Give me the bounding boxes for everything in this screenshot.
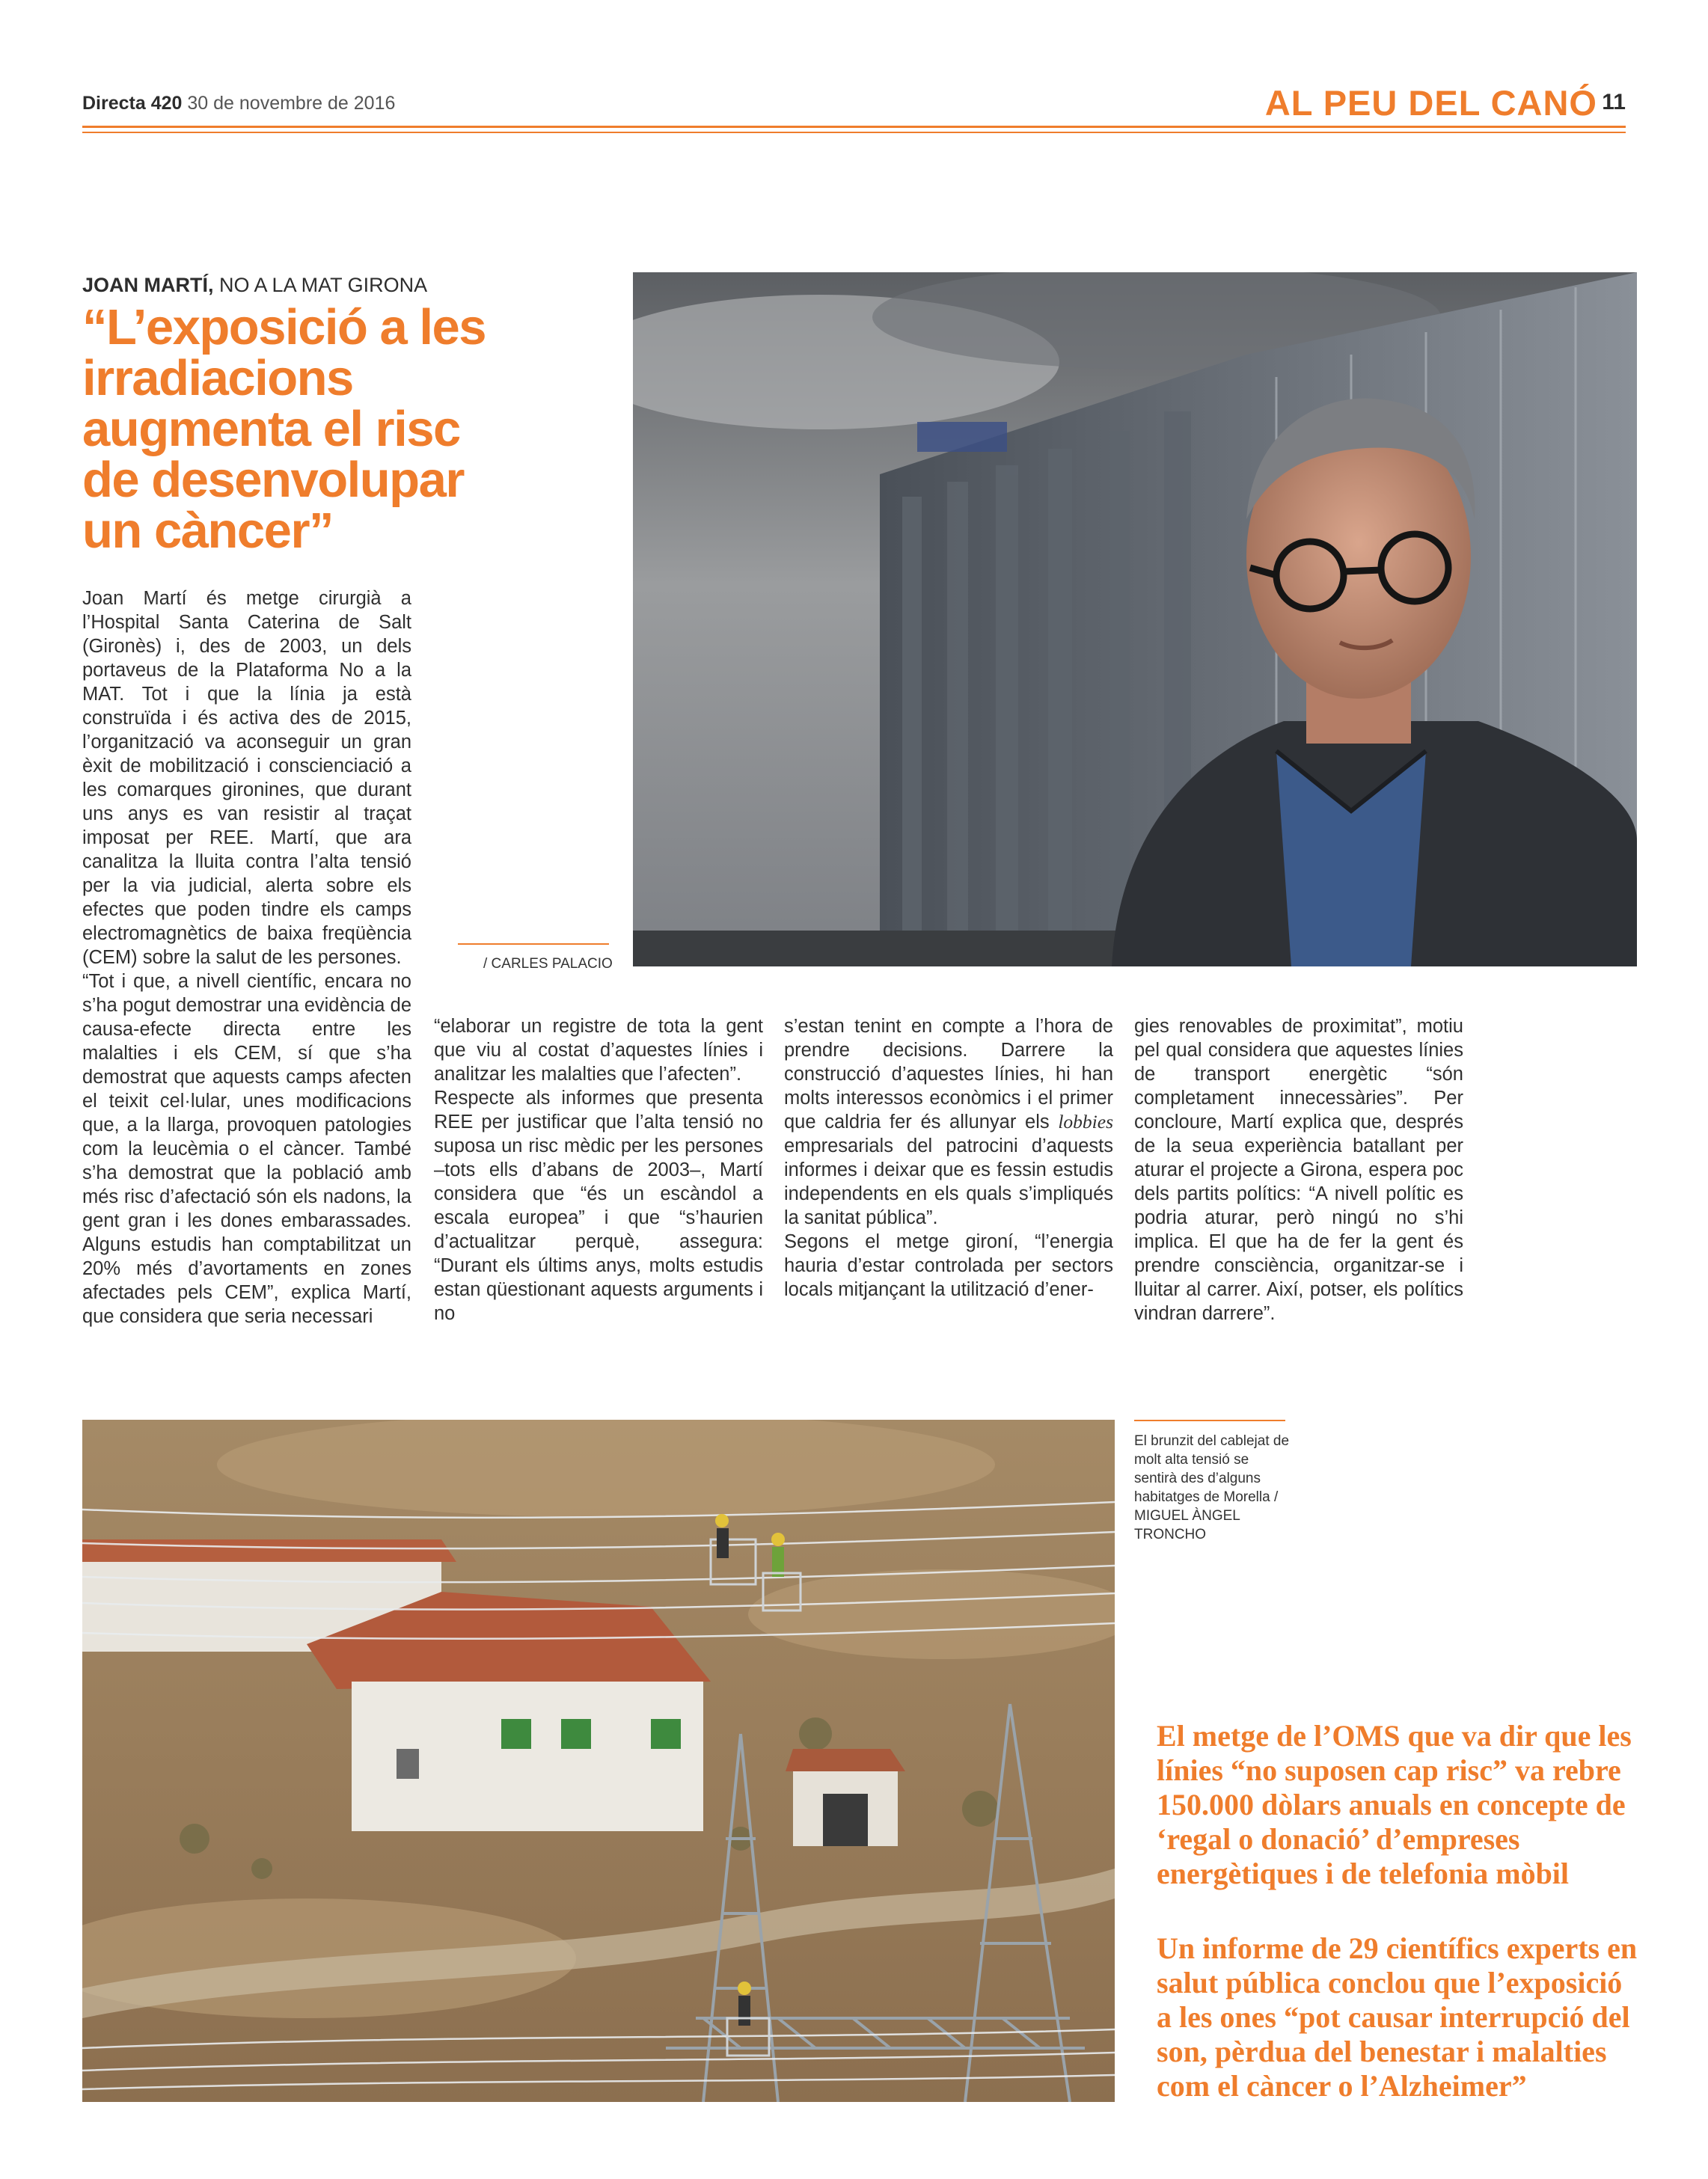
- page-number: 11: [1602, 90, 1626, 114]
- paragraph: s’estan tenint en compte a l’hora de prendre decisions. Darrere la construcció d’aquestes línies, hi han molts interessos econòmics i el primer que caldria fer és allunyar els lobbies empresarials del patrocini d’aquests informes i deixar que es fessin estudis independents en els quals s’impliqués la sanitat pública”.: [784, 1016, 1113, 1228]
- pull-quote-2: Un informe de 29 científics experts en salut pública conclou que l’exposició a les ones “pot causar interrupció del son, pèrdua del benestar i malalties com el càncer o l’Alzheimer”: [1157, 1931, 1638, 2103]
- publication-name: Directa 420: [82, 93, 183, 114]
- publication-date: 30 de novembre de 2016: [187, 93, 396, 114]
- section-title: AL PEU DEL CANÓ: [1264, 83, 1597, 123]
- kicker-org: NO A LA MAT GIRONA: [219, 274, 428, 296]
- paragraph: “Tot i que, a nivell científic, encara no s’ha pogut demostrar una evidència de causa-efecte directa entre les malalties i els CEM, sí que s’ha demostrat que aquests camps afecten el teixit cel·lular, unes modificacions que, a la llarga, provoquen patologies com la leucèmia o el càncer. També s’ha demostrat que la població amb més risc d’afectació són els nadons, la gent gran i les dones embarassades. Alguns estudis han comptabilitzat un 20% més d’avortaments en zones afectades pels CEM”, explica Martí, que considera que seria necessari: [82, 971, 411, 1327]
- paragraph: Segons el metge gironí, “l’energia hauria d’estar controlada per sectors locals mitjançant la utilització d’ener-: [784, 1231, 1113, 1300]
- paragraph: Joan Martí és metge cirurgià a l’Hospital Santa Caterina de Salt (Gironès) i, des de 2003, un dels portaveus de la Plataforma No a la MAT. Tot i que la línia ja està construïda i és activa des de 2015, l’organització va aconseguir un gran èxit de mobilització i conscienciació a les comarques gironines, que durant uns anys es van resistir al traçat imposat per REE. Martí, que ara canalitza la lluita contra l’alta tensió per la via judicial, alerta sobre els efectes que poden tindre els camps electromagnètics de baixa freqüència (CEM) sobre la salut de les persones.: [82, 588, 411, 968]
- pull-quote-1: El metge de l’OMS que va dir que les línies “no suposen cap risc” va rebre 150.000 dòlars anuals en concepte de ‘regal o donació’ d’empreses energètiques i de telefonia mòbil: [1157, 1719, 1632, 1890]
- article-kicker: [82, 274, 427, 297]
- caption-rule: [1134, 1420, 1285, 1421]
- header-rule-thin: [82, 132, 1626, 133]
- masthead-info: [82, 93, 395, 114]
- body-column-3: [784, 1014, 1113, 1302]
- paragraph: Respecte als informes que presenta REE per justificar que l’alta tensió no suposa un risc mèdic per les persones –tots ells d’abans de 2003–, Martí considera que “és un escàndol a escala europea” i que “s’haurien d’actualitzar perquè, assegura: “Durant els últims anys, molts estudis estan qüestionant aquests arguments i no: [434, 1088, 763, 1324]
- body-column-2: [434, 1014, 763, 1326]
- photo-caption: El brunzit del cablejat de molt alta tensió se sentirà des d’alguns habitatges de Morella / MIGUEL ÀNGEL TRONCHO: [1134, 1433, 1290, 1542]
- paragraph: “elaborar un registre de tota la gent que viu al costat d’aquestes línies i analitzar les malalties que l’afecten”.: [434, 1016, 763, 1085]
- paragraph: gies renovables de proximitat”, motiu pel qual considera que aquestes línies de transport energètic “són completament innecessàries”. Per concloure, Martí explica que, després de la seua experiència batallant per aturar el projecte a Girona, espera poc dels partits polítics: “A nivell polític es podria aturar, però ningú no s’hi implica. El que ha de fer la gent és prendre consciència, organitzar-se i lluitar al carrer. Així, potser, els polítics vindran darrere”.: [1134, 1016, 1463, 1324]
- photo-credit: / CARLES PALACIO: [483, 956, 613, 972]
- portrait-photo: [633, 272, 1637, 966]
- body-column-4: [1134, 1014, 1463, 1326]
- article-headline: “L’exposició a les irradiacions augmenta el risc de desenvolupar un càncer”: [82, 299, 486, 559]
- emphasis-text: lobbies: [1058, 1111, 1113, 1133]
- powerline-photo: [82, 1420, 1115, 2102]
- body-column-1: [82, 586, 411, 1328]
- caption-rule: [458, 943, 609, 945]
- header-rule: [82, 126, 1626, 128]
- kicker-name: JOAN MARTÍ,: [82, 274, 214, 296]
